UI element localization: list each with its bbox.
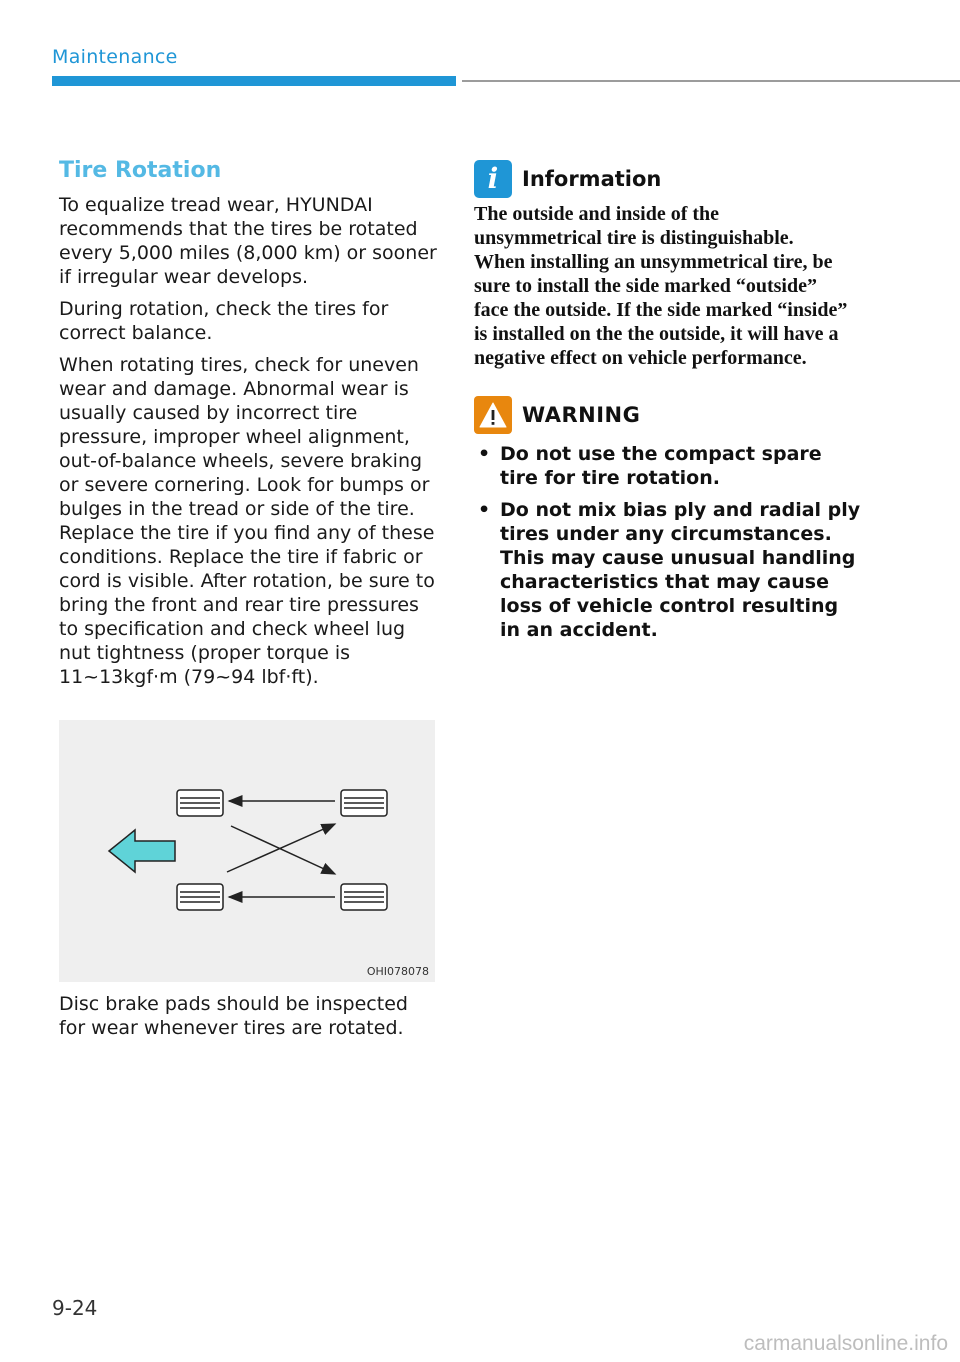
warning-header: [474, 396, 864, 434]
tire-rear-left: [341, 790, 387, 816]
tire-front-right: [177, 884, 223, 910]
tire-rotation-section: [59, 158, 439, 697]
warning-title: WARNING: [522, 403, 641, 427]
info-icon: i: [474, 160, 512, 198]
header-rule: [462, 80, 960, 82]
information-header: [474, 160, 864, 198]
section-title-header: Maintenance: [52, 46, 178, 68]
paragraph-inspection: When rotating tires, check for uneven wear and damage. Abnormal wear is usually caused by incorrect tire pressure, improper wheel alignment, out-of-balance wheels, severe braking or severe cornering. Look for bumps or bulges in the tread or side of the tire. Replace the tire if you find any of these conditions. Replace the tire if fabric or cord is visible. After rotation, be sure to bring the front and rear tire pressures to specification and check wheel lug nut tightness (proper torque is 11~13kgf·m (79~94 lbf·ft).: [59, 354, 435, 688]
warning-item: • Do not use the compact spare tire for tire rotation.: [478, 443, 822, 489]
warning-item: • Do not mix bias ply and radial ply tires under any circumstances. This may cause unusual handling characteristics that may cause loss of vehicle control resulting in an accident.: [478, 499, 861, 641]
warning-item-text: Do not mix bias ply and radial ply tires under any circumstances. This may cause unusual handling characteristics that may cause loss of vehicle control resulting in an accident.: [500, 499, 861, 641]
warning-list: [474, 442, 864, 642]
page-number: 9-24: [52, 1296, 98, 1320]
information-title: Information: [522, 167, 662, 191]
warning-item-text: Do not use the compact spare tire for tire rotation.: [500, 443, 822, 489]
tire-rotation-diagram: [59, 720, 435, 982]
information-body: The outside and inside of the unsymmetrical tire is distinguishable. When installing an unsymmetrical tire, be sure to install the side marked “outside” face the outside. If the side marked “inside” is installed on the the outside, it will have a negative effect on vehicle performance.: [474, 203, 848, 369]
figure-code: OHI078078: [366, 965, 429, 978]
paragraph-recommendation: To equalize tread wear, HYUNDAI recommends that the tires be rotated every 5,000 miles (8,000 km) or sooner if irregular wear develops.: [59, 194, 437, 288]
paragraph-brake-pads: Disc brake pads should be inspected for wear whenever tires are rotated.: [59, 993, 408, 1039]
front-direction-arrow: [109, 830, 175, 872]
warning-icon: [474, 396, 512, 434]
watermark-text: carmanualsonline.info: [743, 1332, 948, 1355]
tire-front-left: [177, 790, 223, 816]
paragraph-balance: During rotation, check the tires for correct balance.: [59, 298, 389, 344]
header-accent-bar: [52, 76, 456, 86]
rotation-pattern-svg: [59, 720, 435, 982]
tire-rear-right: [341, 884, 387, 910]
notices-column: [474, 160, 864, 650]
tire-rotation-heading: Tire Rotation: [59, 158, 222, 183]
brake-pad-note-section: [59, 992, 439, 1048]
arrow-cross-down: [231, 826, 335, 874]
